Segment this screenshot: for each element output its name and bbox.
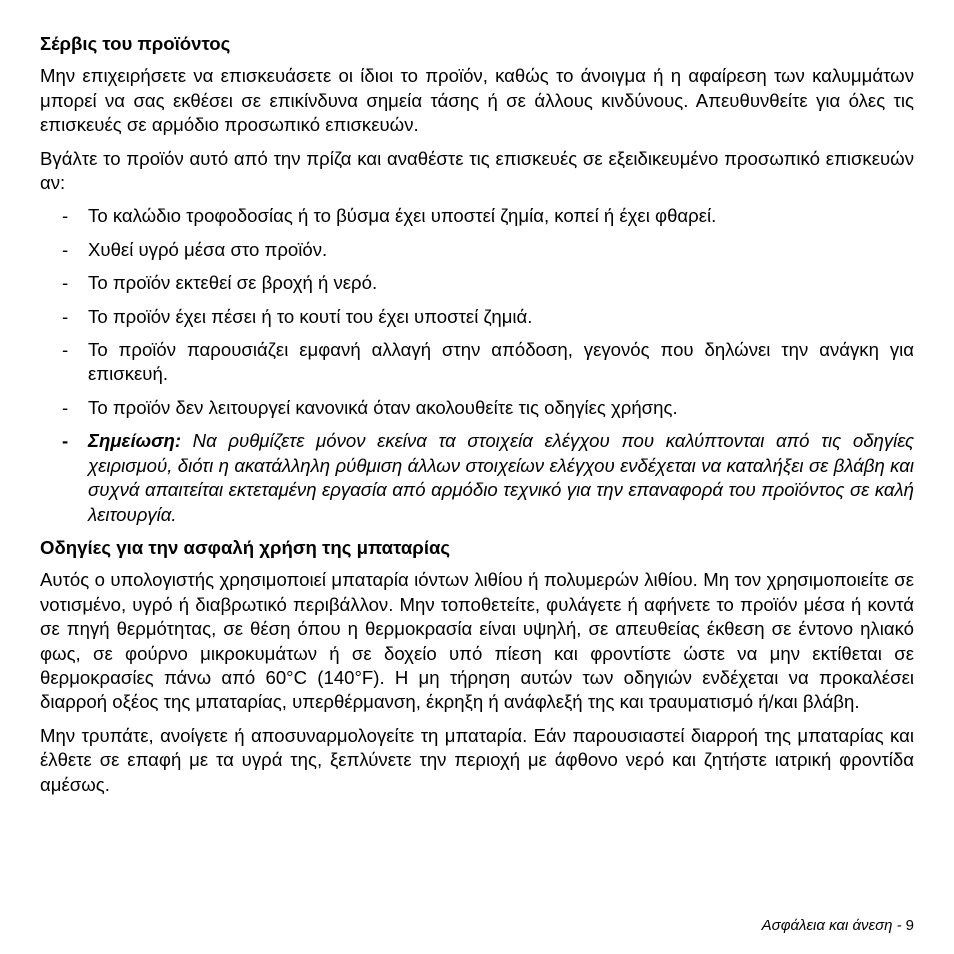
page-number: 9	[905, 917, 914, 934]
note-label: Σημείωση:	[88, 430, 182, 452]
list-item	[40, 396, 914, 420]
footer-label: Ασφάλεια και άνεση -	[761, 917, 902, 934]
list-item	[40, 305, 914, 329]
dash-bullet: -	[62, 205, 69, 227]
page-footer	[762, 916, 914, 936]
list-item-text: Το προϊόν έχει πέσει ή το κουτί του έχει υποστεί ζημιά.	[88, 305, 533, 327]
list-item-text: Χυθεί υγρό μέσα στο προϊόν.	[88, 238, 328, 260]
list-item	[40, 204, 914, 228]
list-item	[40, 271, 914, 295]
note-text: Να ρυθμίζετε μόνον εκείνα τα στοιχεία ελέγχου που καλύπτονται από τις οδηγίες χειρισμού, διότι η ακατάλληλη ρύθμιση άλλων στοιχείων ελέγχου ενδέχεται να καταλήξει σε βλάβη και συχνά απαιτείται εκτεταμένη εργασία από αρμόδιο τεχνικό για την επαναφορά του προϊόντος σε καλή λειτουργία.	[88, 430, 915, 525]
dash-bullet: -	[62, 339, 69, 361]
dash-bullet: -	[62, 396, 69, 418]
paragraph-battery-leak: Μην τρυπάτε, ανοίγετε ή αποσυναρμολογείτε τη μπαταρία. Εάν παρουσιαστεί διαρροή της μπαταρίας και έλθετε σε επαφή με τα υγρά της, ξεπλύνετε την περιοχή με άφθονο νερό και ζητήστε ιατρική φροντίδα αμέσως.	[40, 724, 914, 795]
dash-bullet: -	[62, 272, 69, 294]
page-content	[40, 32, 914, 797]
list-item	[40, 238, 914, 262]
list-item-text: Το προϊόν εκτεθεί σε βροχή ή νερό.	[88, 272, 378, 294]
section-heading-product-service: Σέρβις του προϊόντος	[40, 33, 231, 54]
paragraph-battery-usage: Αυτός ο υπολογιστής χρησιμοποιεί μπαταρία ιόντων λιθίου ή πολυμερών λιθίου. Μη τον χρησιμοποιείτε σε νοτισμένο, υγρό ή διαβρωτικό περιβάλλον. Μην τοποθετείτε, φυλάγετε ή αφήνετε το προϊόν μέσα ή κοντά σε πηγή θερμότητας, σε θέση όπου η θερμοκρασία είναι υψηλή, σε απευθείας έκθεση σε έντονο ηλιακό φως, σε φούρνο μικροκυμάτων ή σε δοχείο υπό πίεση και φροντίστε ώστε να μην εκτίθεται σε θερμοκρασίες πάνω από 60°C (140°F). Η μη τήρηση αυτών των οδηγιών ενδέχεται να προκαλέσει διαρροή οξέος της μπαταρίας, υπερθέρμανση, έκρηξη ή ανάφλεξή της και τραυματισμό ή/και βλάβη.	[40, 569, 914, 713]
service-conditions-list	[40, 204, 914, 526]
note-item	[40, 429, 914, 527]
section-heading-battery-safety: Οδηγίες για την ασφαλή χρήση της μπαταρίας	[40, 536, 451, 558]
list-item-text: Το προϊόν παρουσιάζει εμφανή αλλαγή στην απόδοση, γεγονός που δηλώνει την ανάγκη για επισκευή.	[88, 339, 914, 385]
paragraph-unplug-conditions: Βγάλτε το προϊόν αυτό από την πρίζα και αναθέστε τις επισκευές σε εξειδικευμένο προσωπικό επισκευών αν:	[40, 147, 914, 194]
list-item-text: Το προϊόν δεν λειτουργεί κανονικά όταν ακολουθείτε τις οδηγίες χρήσης.	[88, 396, 678, 418]
dash-bullet: -	[62, 238, 69, 260]
paragraph-repair-warning: Μην επιχειρήσετε να επισκευάσετε οι ίδιοι το προϊόν, καθώς το άνοιγμα ή η αφαίρεση των καλυμμάτων μπορεί να σας εκθέσει σε επικίνδυνα σημεία τάσης ή σε άλλους κινδύνους. Απευθυνθείτε για όλες τις επισκευές σε αρμόδιο προσωπικό επισκευών.	[40, 65, 914, 136]
list-item-text: Το καλώδιο τροφοδοσίας ή το βύσμα έχει υποστεί ζημία, κοπεί ή έχει φθαρεί.	[88, 205, 717, 227]
dash-bullet: -	[62, 305, 69, 327]
dash-bullet: -	[62, 430, 69, 452]
list-item	[40, 338, 914, 387]
